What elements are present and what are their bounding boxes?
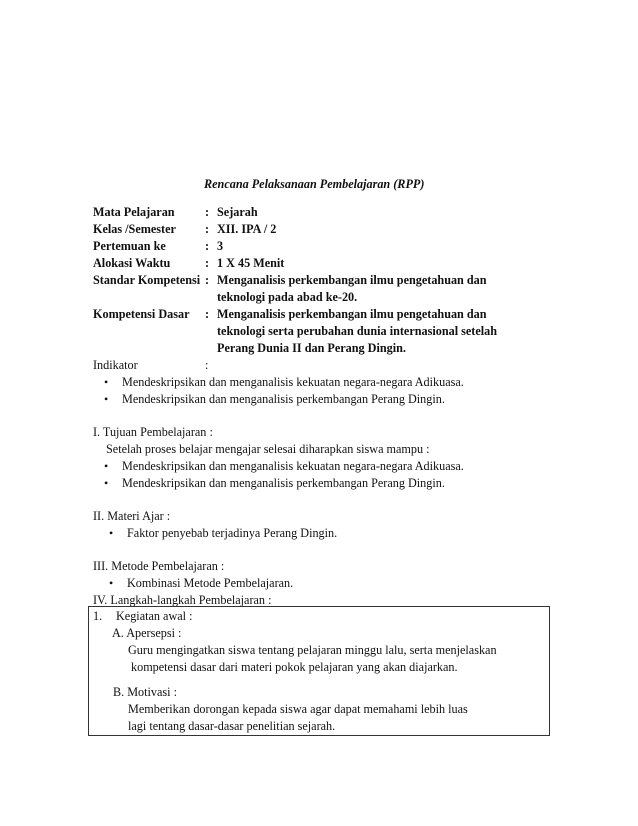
bullet-icon: • — [104, 392, 109, 406]
colon: : — [205, 222, 210, 236]
bullet-icon: • — [109, 526, 114, 540]
motivasi-line2: lagi tentang dasar-dasar penelitian sejarah. — [128, 719, 336, 733]
metode-heading: III. Metode Pembelajaran : — [93, 559, 225, 573]
label-alokasi: Alokasi Waktu — [93, 256, 171, 270]
value-standar-line1: Menganalisis perkembangan ilmu pengetahuan dan — [217, 273, 487, 287]
langkah-heading: IV. Langkah-langkah Pembelajaran : — [93, 593, 272, 607]
label-pertemuan: Pertemuan ke — [93, 239, 166, 253]
value-kompetensi-line2: teknologi serta perubahan dunia internasional setelah — [217, 324, 498, 338]
value-kompetensi-line1: Menganalisis perkembangan ilmu pengetahuan dan — [217, 307, 487, 321]
apersepsi-line2: kompetensi dasar dari materi pokok pelajaran yang akan diajarkan. — [131, 660, 458, 674]
value-pertemuan: 3 — [217, 239, 224, 253]
apersepsi-line1: Guru mengingatkan siswa tentang pelajaran minggu lalu, serta menjelaskan — [128, 643, 497, 657]
kegiatan-awal-label: Kegiatan awal : — [116, 609, 193, 623]
motivasi-line1: Memberikan dorongan kepada siswa agar dapat memahami lebih luas — [128, 702, 468, 716]
tujuan-item: Mendeskripsikan dan menganalisis kekuatan negara-negara Adikuasa. — [122, 459, 464, 473]
value-standar-line2: teknologi pada abad ke-20. — [217, 290, 358, 304]
tujuan-item: Mendeskripsikan dan menganalisis perkembangan Perang Dingin. — [122, 476, 445, 490]
value-mata-pelajaran: Sejarah — [217, 205, 258, 219]
tujuan-heading: I. Tujuan Pembelajaran : — [93, 425, 213, 439]
materi-item: Faktor penyebab terjadinya Perang Dingin. — [127, 526, 338, 540]
bullet-icon: • — [104, 476, 109, 490]
colon: : — [205, 239, 210, 253]
value-alokasi: 1 X 45 Menit — [217, 256, 285, 270]
value-kompetensi-line3: Perang Dunia II dan Perang Dingin. — [217, 341, 406, 355]
bullet-icon: • — [104, 459, 109, 473]
label-kompetensi: Kompetensi Dasar — [93, 307, 190, 321]
indikator-item: Mendeskripsikan dan menganalisis perkembangan Perang Dingin. — [122, 392, 445, 406]
colon: : — [205, 307, 210, 321]
motivasi-label: B. Motivasi : — [113, 685, 177, 699]
document-title: Rencana Pelaksanaan Pembelajaran (RPP) — [204, 177, 425, 191]
metode-item: Kombinasi Metode Pembelajaran. — [127, 576, 294, 590]
indikator-label: Indikator — [93, 358, 138, 372]
colon: : — [205, 205, 210, 219]
colon: : — [205, 256, 210, 270]
colon: : — [205, 273, 210, 287]
indikator-item: Mendeskripsikan dan menganalisis kekuatan negara-negara Adikuasa. — [122, 375, 464, 389]
bullet-icon: • — [109, 576, 114, 590]
kegiatan-awal-number: 1. — [93, 609, 103, 623]
label-kelas: Kelas /Semester — [93, 222, 176, 236]
bullet-icon: • — [104, 375, 109, 389]
materi-heading: II. Materi Ajar : — [93, 509, 171, 523]
indikator-colon: : — [205, 358, 209, 372]
label-standar: Standar Kompetensi — [93, 273, 201, 287]
label-mata-pelajaran: Mata Pelajaran — [93, 205, 175, 219]
tujuan-intro: Setelah proses belajar mengajar selesai diharapkan siswa mampu : — [106, 442, 430, 456]
apersepsi-label: A. Apersepsi : — [112, 626, 182, 640]
value-kelas: XII. IPA / 2 — [217, 222, 277, 236]
